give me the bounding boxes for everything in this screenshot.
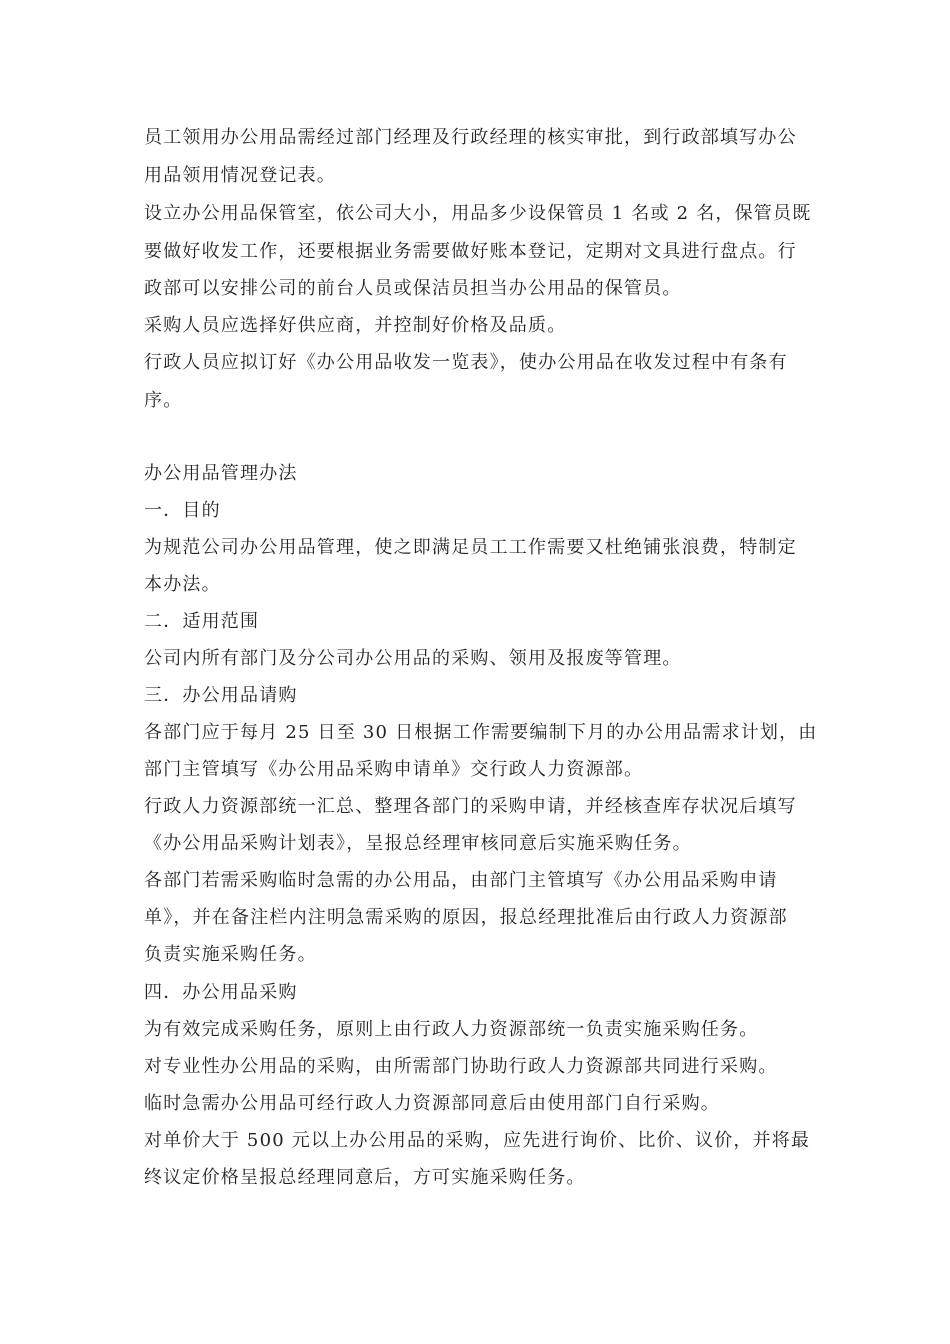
body-line: 《办公用品采购计划表》，呈报总经理审核同意后实施采购任务。 xyxy=(144,833,692,854)
heading-procurement: 四．办公用品采购 xyxy=(144,982,298,1003)
body-line: 本办法。 xyxy=(144,574,221,595)
intro-line: 设立办公用品保管室，依公司大小，用品多少设保管员 1 名或 2 名，保管员既 xyxy=(144,203,812,224)
body-line: 对专业性办公用品的采购，由所需部门协助行政人力资源部共同进行采购。 xyxy=(144,1056,778,1077)
intro-line: 要做好收发工作，还要根据业务需要做好账本登记，定期对文具进行盘点。行 xyxy=(144,241,797,262)
intro-line: 序。 xyxy=(144,390,183,411)
body-line: 公司内所有部门及分公司办公用品的采购、领用及报废等管理。 xyxy=(144,648,682,669)
section-title: 办公用品管理办法 xyxy=(144,463,298,484)
intro-line: 行政人员应拟订好《办公用品收发一览表》，使办公用品在收发过程中有条有 xyxy=(144,352,788,373)
body-line: 负责实施采购任务。 xyxy=(144,944,317,965)
body-line: 终议定价格呈报总经理同意后，方可实施采购任务。 xyxy=(144,1167,586,1188)
intro-line: 政部可以安排公司的前台人员或保洁员担当办公用品的保管员。 xyxy=(144,278,682,299)
body-line: 部门主管填写《办公用品采购申请单》交行政人力资源部。 xyxy=(144,759,644,780)
heading-requisition: 三．办公用品请购 xyxy=(144,685,298,706)
body-line: 单》，并在备注栏内注明急需采购的原因，报总经理批准后由行政人力资源部 xyxy=(144,907,788,928)
body-line: 各部门应于每月 25 日至 30 日根据工作需要编制下月的办公用品需求计划，由 xyxy=(144,722,818,743)
intro-line: 采购人员应选择好供应商，并控制好价格及品质。 xyxy=(144,315,567,336)
body-line: 临时急需办公用品可经行政人力资源部同意后由使用部门自行采购。 xyxy=(144,1093,720,1114)
body-line: 各部门若需采购临时急需的办公用品，由部门主管填写《办公用品采购申请 xyxy=(144,870,778,891)
body-line: 为有效完成采购任务，原则上由行政人力资源部统一负责实施采购任务。 xyxy=(144,1019,759,1040)
intro-line: 员工领用办公用品需经过部门经理及行政经理的核实审批，到行政部填写办公 xyxy=(144,127,797,148)
intro-line: 用品领用情况登记表。 xyxy=(144,165,336,186)
heading-scope: 二．适用范围 xyxy=(144,611,260,632)
body-line: 对单价大于 500 元以上办公用品的采购，应先进行询价、比价、议价，并将最 xyxy=(144,1130,811,1151)
heading-purpose: 一．目的 xyxy=(144,500,221,521)
body-line: 为规范公司办公用品管理，使之即满足员工工作需要又杜绝铺张浪费，特制定 xyxy=(144,537,797,558)
body-line: 行政人力资源部统一汇总、整理各部门的采购申请，并经核查库存状况后填写 xyxy=(144,796,797,817)
